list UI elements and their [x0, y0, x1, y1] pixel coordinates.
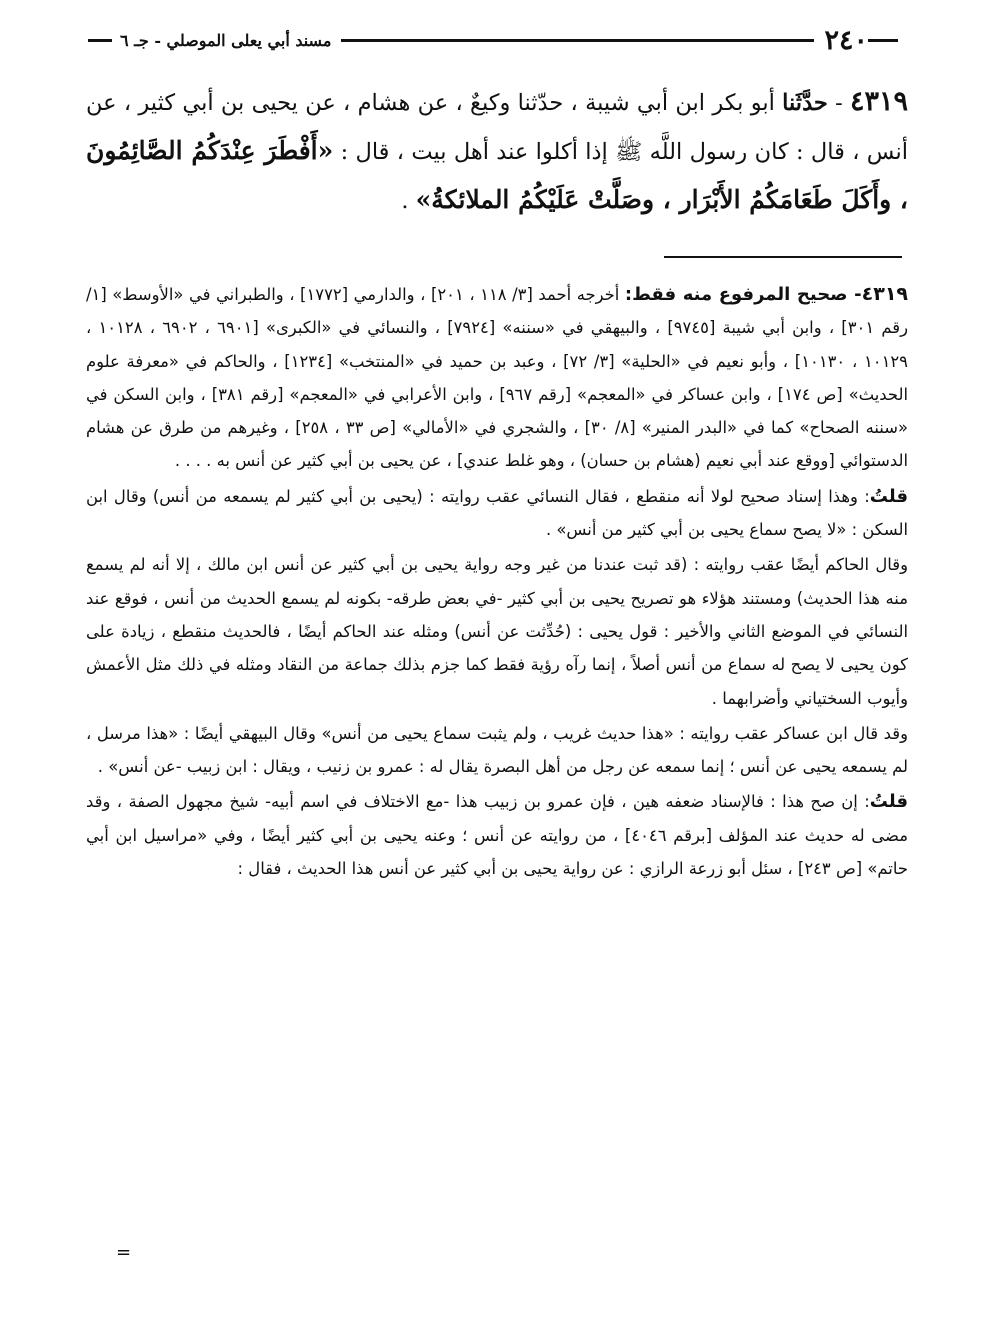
page-number: ٢٤٠	[824, 24, 868, 56]
qultu-label: قلتُ	[869, 485, 908, 507]
qultu-text: : إن صح هذا : فالإسناد ضعفه هين ، فإن عمرو بن زبيب هذا -مع الاختلاف في اسم أبيه- شيخ مجهول الصفة ، وقد مضى له حديث عند المؤلف [برقم ٤٠٤٦] ، من روايته عن أنس ؛ وعنه يحيى بن أبي كثير أيضًا ، وفي «مراسيل ابن أبي حاتم» [ص ٢٤٣] ، سئل أبو زرعة الرازي : عن رواية يحيى بن أبي كثير عن أنس هذا الحديث ، فقال :	[86, 792, 908, 879]
hadith-end: .	[401, 188, 416, 214]
note-heading: - صحيح المرفوع منه فقط:	[624, 284, 862, 305]
qultu-text: : وهذا إسناد صحيح لولا أنه منقطع ، فقال النسائي عقب روايته : (يحيى بن أبي كثير لم يسمعه من أنس) وقال ابن السكن : «لا يصح سماع يحيى بن أبي كثير من أنس» .	[86, 486, 908, 540]
hakim-paragraph: وقال الحاكم أيضًا عقب روايته : (قد ثبت عندنا من غير وجه رواية يحيى بن أبي كثير عن أنس ابن مالك ، إلا أنه لم يسمع منه هذا الحديث) ومستند هؤلاء هو تصريح يحيى بن أبي كثير -في بعض طرقه- بكونه لم يسمع الحديث من أنس ، فوقع عند النسائي في الموضع الثاني والأخير : قول يحيى : (حُدِّثت عن أنس) ومثله عند الحاكم أيضًا ، فالحديث منقطع ، زيادة على كون يحيى لا يصح له سماع من أنس أصلاً ، إنما رآه رؤية فقط كما جزم بذلك جماعة من النقاد ومثله في ذلك مثل الأعمش وأيوب السختياني وأضرابهما .	[86, 555, 908, 708]
footnote-separator	[664, 256, 902, 258]
header-dash-left	[88, 39, 112, 42]
takhrij-paragraph	[86, 278, 908, 478]
qultu-label: قلتُ	[869, 791, 908, 813]
narration-opening: حدَّثَنا	[782, 90, 828, 116]
hadith-number: ٤٣١٩	[849, 86, 908, 117]
book-title: مسند أبي يعلى الموصلي - جـ ٦	[120, 30, 332, 50]
takhrij-text: أخرجه أحمد [٣/ ١١٨ ، ٢٠١] ، والدارمي [١٧٧٢] ، والطبراني في «الأوسط» [١/ رقم ٣٠١] ، وابن أبي شيبة [٩٧٤٥] ، والبيهقي في «سننه» [٧٩٢٤] ، والنسائي في «الكبرى» [٦٩٠١ ، ٦٩٠٢ ، ١٠١٢٨ ، ١٠١٢٩ ، ١٠١٣٠] ، وأبو نعيم في «الحلية» [٣/ ٧٢] ، وعبد بن حميد في «المنتخب» [١٢٣٤] ، والحاكم في «معرفة علوم الحديث» [ص ١٧٤] ، وابن عساكر في «المعجم» [رقم ٩٦٧] ، وابن الأعرابي في «المعجم» [رقم ٣٨١] ، وابن السكن في «سننه الصحاح» كما في «البدر المنير» [٨/ ٣٠] ، والشجري في «الأمالي» [ص ٣٣ ، ٢٥٨] ، وغيرهم من طرق عن هشام الدستوائي [ووقع عند أبي نعيم (هشام بن حسان) ، وهو غلط عندي] ، عن يحيى بن أبي كثير عن أنس به . . . .	[86, 285, 909, 471]
qultu-paragraph-2	[86, 785, 908, 885]
running-head	[88, 18, 906, 62]
prophetic-text: «أَفْطَرَ عِنْدَكُمُ الصَّائِمُونَ ، وأَكَلَ طَعَامَكُمُ الأَبْرَار ، وصَلَّتْ عَلَيْكُمُ الملائكةُ»	[86, 136, 908, 214]
note-number: ٤٣١٩	[861, 283, 909, 305]
footnotes	[86, 278, 908, 885]
continuation-mark: =	[116, 1242, 132, 1263]
hadith-dash: -	[827, 90, 850, 116]
hadith-text-block	[86, 78, 908, 225]
hadith-chain: أبو بكر ابن أبي شيبة ، حدّثنا وكيعٌ ، عن هشام ، عن يحيى بن أبي كثير ، عن أنس ، قال : كان رسول اللَّه ﷺ إذا أكلوا عند أهل بيت ، قال :	[86, 90, 908, 165]
qultu-paragraph-1	[86, 480, 908, 547]
header-rule	[341, 39, 814, 42]
ibn-asakir-paragraph: وقد قال ابن عساكر عقب روايته : «هذا حديث غريب ، ولم يثبت سماع يحيى من أنس» وقال البيهقي أيضًا : «هذا مرسل ، لم يسمعه يحيى عن أنس ؛ إنما سمعه عن رجل من أهل البصرة يقال له : عمرو بن زنيب ، ويقال : ابن زبيب -عن أنس» .	[86, 723, 908, 777]
header-dash-right	[868, 39, 898, 42]
